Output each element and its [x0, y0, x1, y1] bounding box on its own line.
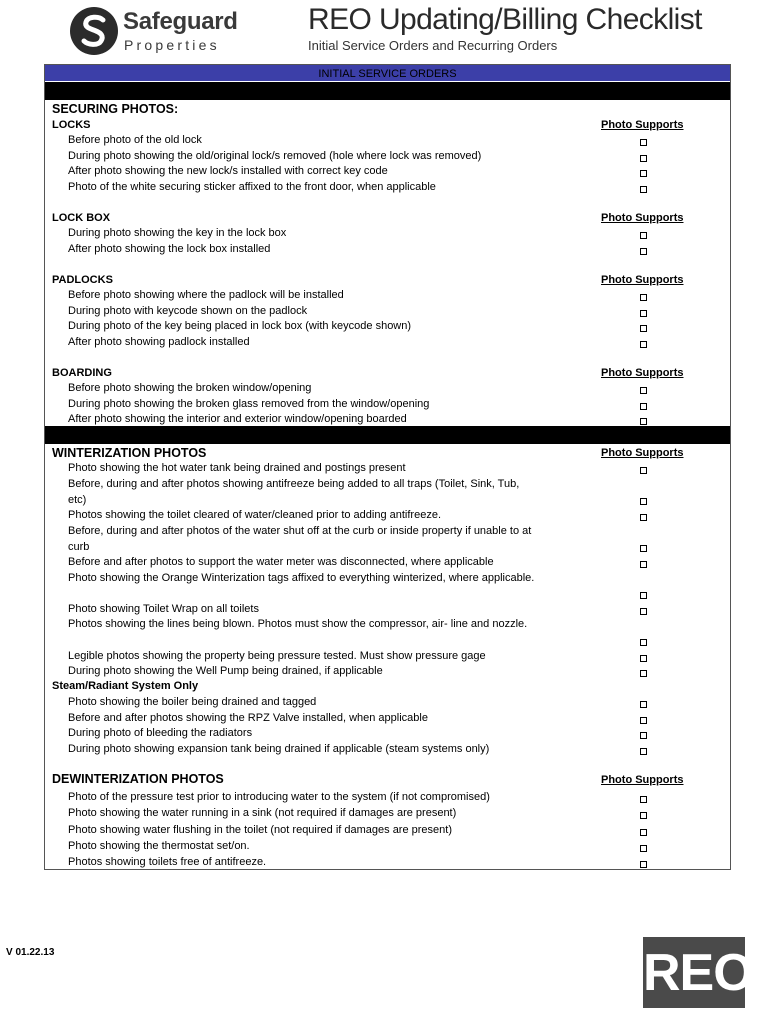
- list-item: Photos showing toilets free of antifreeze.: [68, 856, 267, 868]
- checkbox[interactable]: [640, 498, 647, 505]
- checkbox[interactable]: [640, 341, 647, 348]
- list-item: Photo of the pressure test prior to introducing water to the system (if not compromised): [68, 791, 490, 803]
- list-item: During photo showing the Well Pump being drained, if applicable: [68, 665, 383, 677]
- checkbox[interactable]: [640, 310, 647, 317]
- winterization-title: WINTERIZATION PHOTOS: [52, 446, 207, 460]
- version-label: V 01.22.13: [6, 947, 55, 958]
- list-item: Photo showing the hot water tank being drained and postings present: [68, 462, 406, 474]
- list-item: Before photo showing where the padlock will be installed: [68, 289, 344, 301]
- list-item: Before and after photos showing the RPZ Valve installed, when applicable: [68, 712, 428, 724]
- checkbox[interactable]: [640, 608, 647, 615]
- list-item: After photo showing the lock box installed: [68, 243, 271, 255]
- list-item: Photo showing water flushing in the toilet (not required if damages are present): [68, 824, 452, 836]
- locks-title: LOCKS: [52, 119, 91, 131]
- checkbox[interactable]: [640, 861, 647, 868]
- checklist-form: [44, 64, 731, 870]
- padlocks-title: PADLOCKS: [52, 274, 113, 286]
- brand-name: Safeguard: [123, 8, 238, 35]
- section-banner: INITIAL SERVICE ORDERS: [45, 65, 730, 81]
- checkbox[interactable]: [640, 796, 647, 803]
- checkbox[interactable]: [640, 186, 647, 193]
- list-item: Photo showing the thermostat set/on.: [68, 840, 250, 852]
- securing-photos-title: SECURING PHOTOS:: [52, 102, 179, 116]
- list-item: Legible photos showing the property being pressure tested. Must show pressure gage: [68, 650, 486, 662]
- checkbox[interactable]: [640, 387, 647, 394]
- checkbox[interactable]: [640, 514, 647, 521]
- photo-supports-label: Photo Supports: [601, 367, 684, 379]
- list-item: Photo showing the Orange Winterization tags affixed to everything winterized, where applicable.: [68, 572, 535, 584]
- document-title: REO Updating/Billing Checklist: [308, 3, 702, 36]
- list-item: After photo showing the new lock/s installed with correct key code: [68, 165, 388, 177]
- list-item: During photo of bleeding the radiators: [68, 727, 253, 739]
- photo-supports-label: Photo Supports: [601, 119, 684, 131]
- list-item: During photo showing the broken glass removed from the window/opening: [68, 398, 430, 410]
- checkbox[interactable]: [640, 248, 647, 255]
- photo-supports-label: Photo Supports: [601, 212, 684, 224]
- divider-bar: [45, 426, 730, 444]
- list-item: Photo showing the boiler being drained and tagged: [68, 696, 317, 708]
- list-item: Photos showing the lines being blown. Photos must show the compressor, air- line and nozzle.: [68, 618, 528, 630]
- list-item: Photo showing Toilet Wrap on all toilets: [68, 603, 259, 615]
- list-item: During photo showing the old/original lock/s removed (hole where lock was removed): [68, 150, 482, 162]
- list-item: During photo showing the key in the lock box: [68, 227, 287, 239]
- divider-bar: [45, 82, 730, 100]
- checkbox[interactable]: [640, 155, 647, 162]
- list-item: During photo with keycode shown on the padlock: [68, 305, 308, 317]
- lockbox-title: LOCK BOX: [52, 212, 111, 224]
- brand-sub: Properties: [124, 37, 220, 53]
- list-item: Before, during and after photos showing antifreeze being added to all traps (Toilet, Sink, Tub, etc): [68, 478, 520, 506]
- checkbox[interactable]: [640, 545, 647, 552]
- checkbox[interactable]: [640, 294, 647, 301]
- list-item: Before photo of the old lock: [68, 134, 202, 146]
- list-item: During photo of the key being placed in lock box (with keycode shown): [68, 320, 412, 332]
- list-item: After photo showing the interior and exterior window/opening boarded: [68, 413, 407, 425]
- photo-supports-label: Photo Supports: [601, 774, 684, 786]
- checkbox[interactable]: [640, 655, 647, 662]
- checkbox[interactable]: [640, 639, 647, 646]
- checkbox[interactable]: [640, 232, 647, 239]
- checkbox[interactable]: [640, 592, 647, 599]
- checkbox[interactable]: [640, 829, 647, 836]
- checkbox[interactable]: [640, 845, 647, 852]
- checkbox[interactable]: [640, 467, 647, 474]
- checkbox[interactable]: [640, 561, 647, 568]
- checkbox[interactable]: [640, 732, 647, 739]
- checkbox[interactable]: [640, 403, 647, 410]
- checkbox[interactable]: [640, 701, 647, 708]
- checkbox[interactable]: [640, 670, 647, 677]
- list-item: After photo showing padlock installed: [68, 336, 250, 348]
- list-item: Photo of the white securing sticker affixed to the front door, when applicable: [68, 181, 436, 193]
- list-item: Before photo showing the broken window/opening: [68, 382, 312, 394]
- dewinterization-title: DEWINTERIZATION PHOTOS: [52, 772, 224, 786]
- steam-radiant-title: Steam/Radiant System Only: [52, 680, 199, 692]
- list-item: Photo showing the water running in a sink (not required if damages are present): [68, 807, 457, 819]
- checkbox[interactable]: [640, 812, 647, 819]
- checkbox[interactable]: [640, 139, 647, 146]
- reo-badge-logo: REO: [643, 937, 745, 1008]
- list-item: Photos showing the toilet cleared of water/cleaned prior to adding antifreeze.: [68, 509, 442, 521]
- checkbox[interactable]: [640, 418, 647, 425]
- checkbox[interactable]: [640, 717, 647, 724]
- checkbox[interactable]: [640, 325, 647, 332]
- document-subtitle: Initial Service Orders and Recurring Orders: [308, 38, 558, 53]
- list-item: Before and after photos to support the water meter was disconnected, where applicable: [68, 556, 494, 568]
- checkbox[interactable]: [640, 170, 647, 177]
- list-item: Before, during and after photos of the water shut off at the curb or inside property if unable to at curb: [68, 525, 532, 553]
- photo-supports-label: Photo Supports: [601, 447, 684, 459]
- list-item: During photo showing expansion tank being drained if applicable (steam systems only): [68, 743, 490, 755]
- boarding-title: BOARDING: [52, 367, 112, 379]
- photo-supports-label: Photo Supports: [601, 274, 684, 286]
- safeguard-s-icon: [70, 7, 118, 55]
- safeguard-logo: [70, 7, 240, 59]
- checkbox[interactable]: [640, 748, 647, 755]
